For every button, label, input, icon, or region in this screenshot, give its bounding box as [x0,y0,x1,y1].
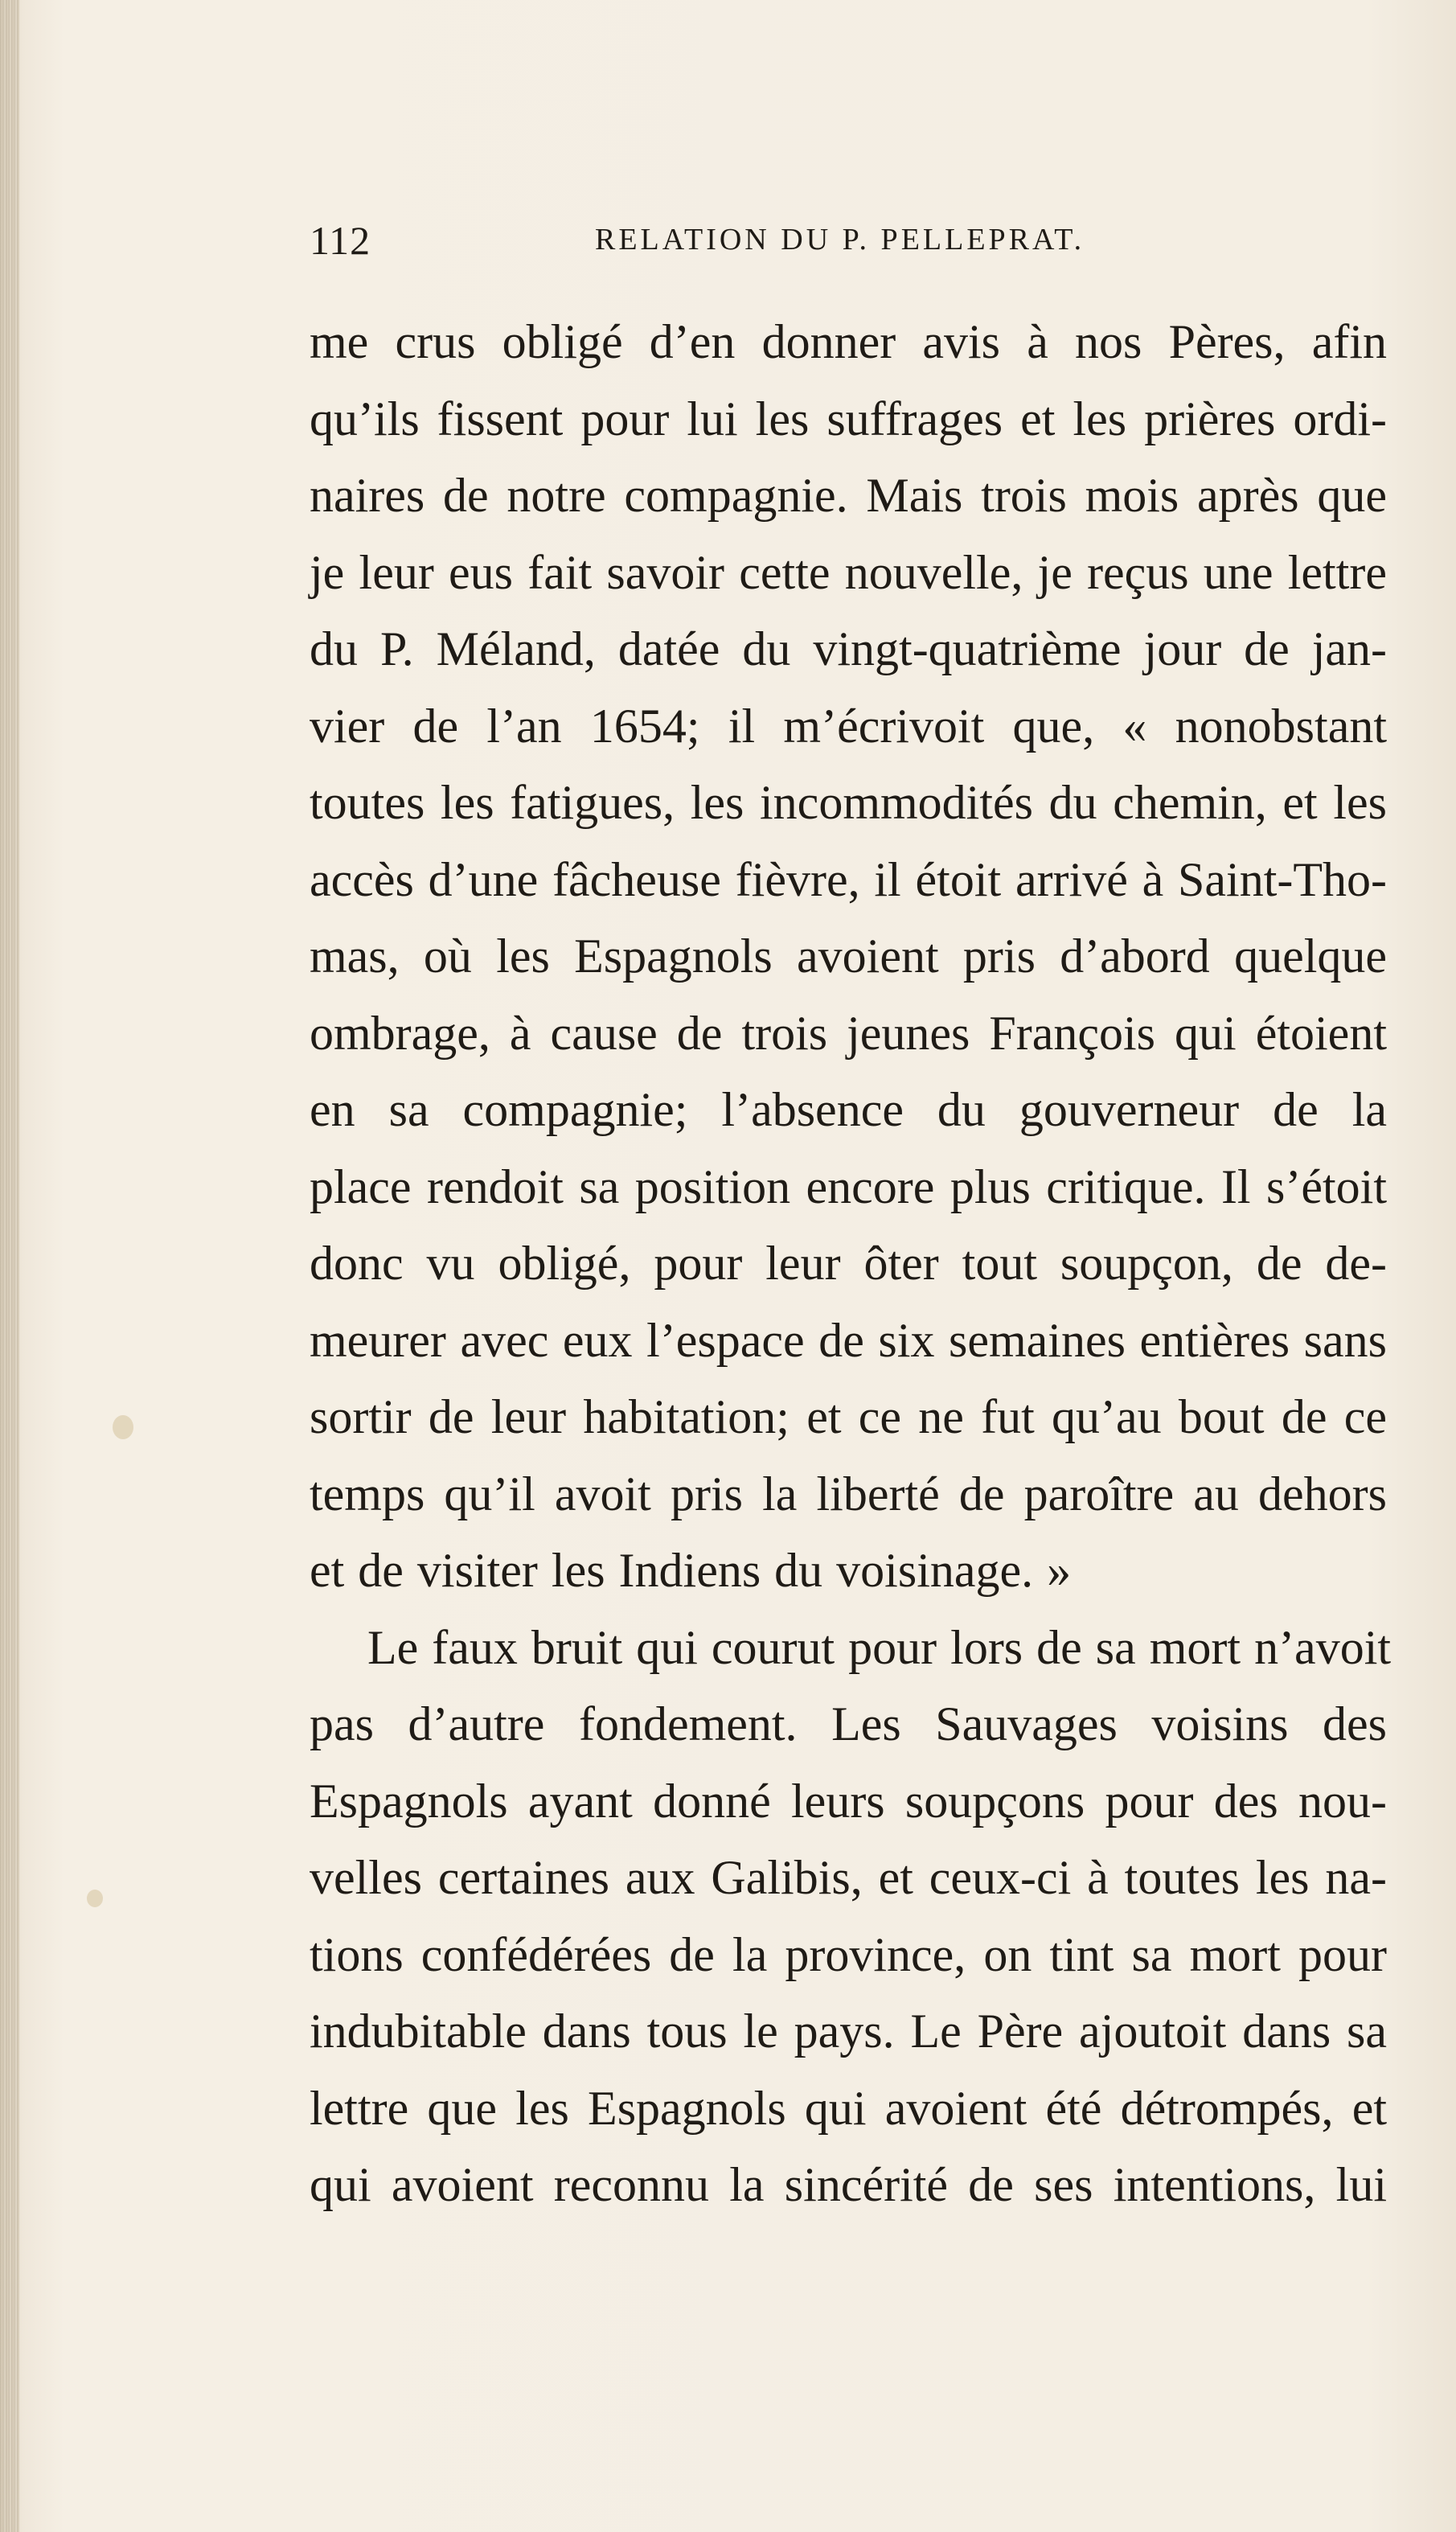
text-line: et de visiter les Indiens du voisinage. » [310,1544,1072,1597]
running-header [310,211,1387,267]
text-line: vier de l’an 1654; il m’écrivoit que, « nonobstant [310,699,1387,753]
paper-stain [113,1415,133,1439]
text-line: accès d’une fâcheuse fièvre, il étoit arrivé à Saint-Tho- [310,852,1387,906]
text-line: temps qu’il avoit pris la liberté de paroître au dehors [310,1467,1387,1520]
text-line: mas, où les Espagnols avoient pris d’abord quelque [310,929,1387,983]
text-line: naires de notre compagnie. Mais trois mois après que [310,469,1387,522]
text-line: toutes les fatigues, les incommodités du chemin, et les [310,776,1387,829]
page-binding-edge [0,0,19,2532]
text-line: lettre que les Espagnols qui avoient été détrompés, et [310,2081,1387,2135]
running-title: RELATION DU P. PELLEPRAT. [595,223,1085,256]
text-line: sortir de leur habitation; et ce ne fut qu’au bout de ce [310,1390,1387,1443]
text-line: je leur eus fait savoir cette nouvelle, je reçus une lettre [310,545,1387,599]
text-line: place rendoit sa position encore plus critique. Il s’étoit [310,1159,1387,1213]
text-line: qu’ils fissent pour lui les suffrages et les prières ordi- [310,392,1387,445]
text-line: Espagnols ayant donné leurs soupçons pour des nou- [310,1774,1387,1828]
text-line: du P. Méland, datée du vingt-quatrième jour de jan- [310,622,1387,675]
paragraph-first-line: Le faux bruit qui courut pour lors de sa mort n’avoit [367,1620,1392,1674]
text-line: tions confédérées de la province, on tint sa mort pour [310,1927,1387,1981]
text-line: donc vu obligé, pour leur ôter tout soupçon, de de- [310,1237,1387,1290]
text-line: pas d’autre fondement. Les Sauvages voisins des [310,1697,1387,1750]
text-line: velles certaines aux Galibis, et ceux-ci à toutes les na- [310,1851,1387,1904]
text-line: me crus obligé d’en donner avis à nos Pères, afin [310,315,1387,368]
text-line: ombrage, à cause de trois jeunes François qui étoient [310,1006,1387,1060]
text-line: qui avoient reconnu la sincérité de ses intentions, lui [310,2158,1387,2211]
text-line: meurer avec eux l’espace de six semaines entières sans [310,1313,1387,1367]
paper-stain [87,1890,103,1907]
page-number: 112 [310,218,371,263]
body-text [310,304,1392,2224]
text-line: en sa compagnie; l’absence du gouverneur de la [310,1083,1387,1136]
text-line: indubitable dans tous le pays. Le Père ajoutoit dans sa [310,2005,1387,2058]
